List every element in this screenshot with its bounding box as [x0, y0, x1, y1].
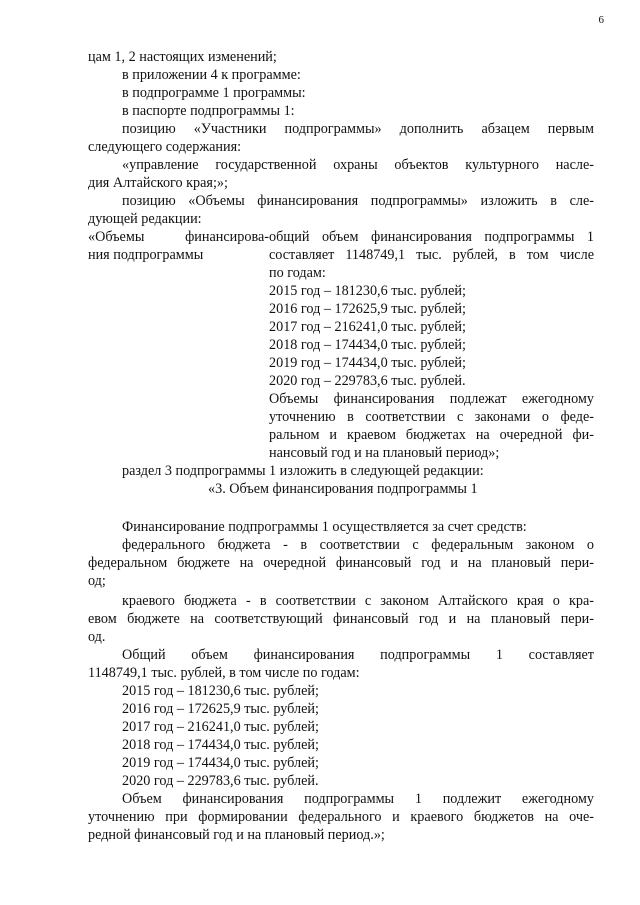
text-line: цам 1, 2 настоящих изменений; — [88, 49, 277, 65]
text-line: составляет 1148749,1 тыс. рублей, в том числе — [269, 247, 594, 263]
text-line: нансовый год и на плановый период»; — [269, 445, 500, 461]
year-row: 2017 год – 216241,0 тыс. рублей; — [269, 319, 466, 335]
text-line: следующего содержания: — [88, 139, 242, 155]
text-line: общий объем финансирования подпрограммы 1 — [269, 229, 594, 245]
years-list — [88, 682, 594, 790]
section-title: «3. Объем финансирования подпрограммы 1 — [208, 481, 478, 497]
year-row: 2018 год – 174434,0 тыс. рублей; — [269, 337, 466, 353]
year-row: 2020 год – 229783,6 тыс. рублей. — [122, 773, 319, 789]
text-line: Объемы финансирования подлежат ежегодному — [269, 391, 594, 407]
text-line: ния подпрограммы — [88, 247, 204, 263]
document-body — [88, 48, 594, 844]
year-row: 2020 год – 229783,6 тыс. рублей. — [269, 373, 466, 389]
year-row: 2017 год – 216241,0 тыс. рублей; — [122, 719, 319, 735]
year-row: 2015 год – 181230,6 тыс. рублей; — [269, 283, 466, 299]
text-line: «управление государственной охраны объектов культурного насле- — [122, 157, 594, 173]
passport-table — [88, 228, 594, 462]
year-row: 2018 год – 174434,0 тыс. рублей; — [122, 737, 319, 753]
text-line: федерального бюджета - в соответствии с федеральным законом о — [122, 537, 594, 553]
year-row: 2016 год – 172625,9 тыс. рублей; — [269, 301, 466, 317]
year-row: 2019 год – 174434,0 тыс. рублей; — [122, 755, 319, 771]
text-line: дующей редакции: — [88, 211, 202, 227]
text-line: Объем финансирования подпрограммы 1 подлежит ежегодному — [122, 791, 594, 807]
text-line: позицию «Объемы финансирования подпрограммы» изложить в сле- — [122, 193, 594, 209]
text-line: в приложении 4 к программе: — [122, 67, 301, 83]
table-left-cell — [88, 228, 269, 462]
text-line: од; — [88, 573, 106, 589]
text-line: краевого бюджета - в соответствии с законом Алтайского края о кра- — [122, 593, 594, 609]
text-line: уточнению в соответствии с законами о феде- — [269, 409, 594, 425]
text-line: од. — [88, 629, 106, 645]
table-right-cell — [269, 228, 594, 462]
year-row: 2016 год – 172625,9 тыс. рублей; — [122, 701, 319, 717]
text-line: Финансирование подпрограммы 1 осуществляется за счет средств: — [122, 519, 527, 535]
text-line: евом бюджете на соответствующий финансовый год и на плановый пери- — [88, 611, 594, 627]
text-line: уточнению при формировании федерального и краевого бюджетов на оче- — [88, 809, 594, 825]
text-line: дия Алтайского края;»; — [88, 175, 228, 191]
year-row: 2015 год – 181230,6 тыс. рублей; — [122, 683, 319, 699]
text-line: в подпрограмме 1 программы: — [122, 85, 306, 101]
text-line: в паспорте подпрограммы 1: — [122, 103, 295, 119]
text-line: «Объемы финансирова- — [88, 229, 269, 245]
page-number: 6 — [598, 14, 604, 26]
year-row: 2019 год – 174434,0 тыс. рублей; — [269, 355, 466, 371]
text-line: Общий объем финансирования подпрограммы 1 составляет — [122, 647, 594, 663]
text-line: ральном и краевом бюджетах на очередной фи- — [269, 427, 594, 443]
text-line: редной финансовый год и на плановый период.»; — [88, 827, 385, 843]
text-line: раздел 3 подпрограммы 1 изложить в следующей редакции: — [122, 463, 484, 479]
text-line: позицию «Участники подпрограммы» дополнить абзацем первым — [122, 121, 594, 137]
text-line: по годам: — [269, 265, 326, 281]
text-line: федеральном бюджете на очередной финансовый год и на плановый пери- — [88, 555, 594, 571]
text-line: 1148749,1 тыс. рублей, в том числе по годам: — [88, 665, 360, 681]
